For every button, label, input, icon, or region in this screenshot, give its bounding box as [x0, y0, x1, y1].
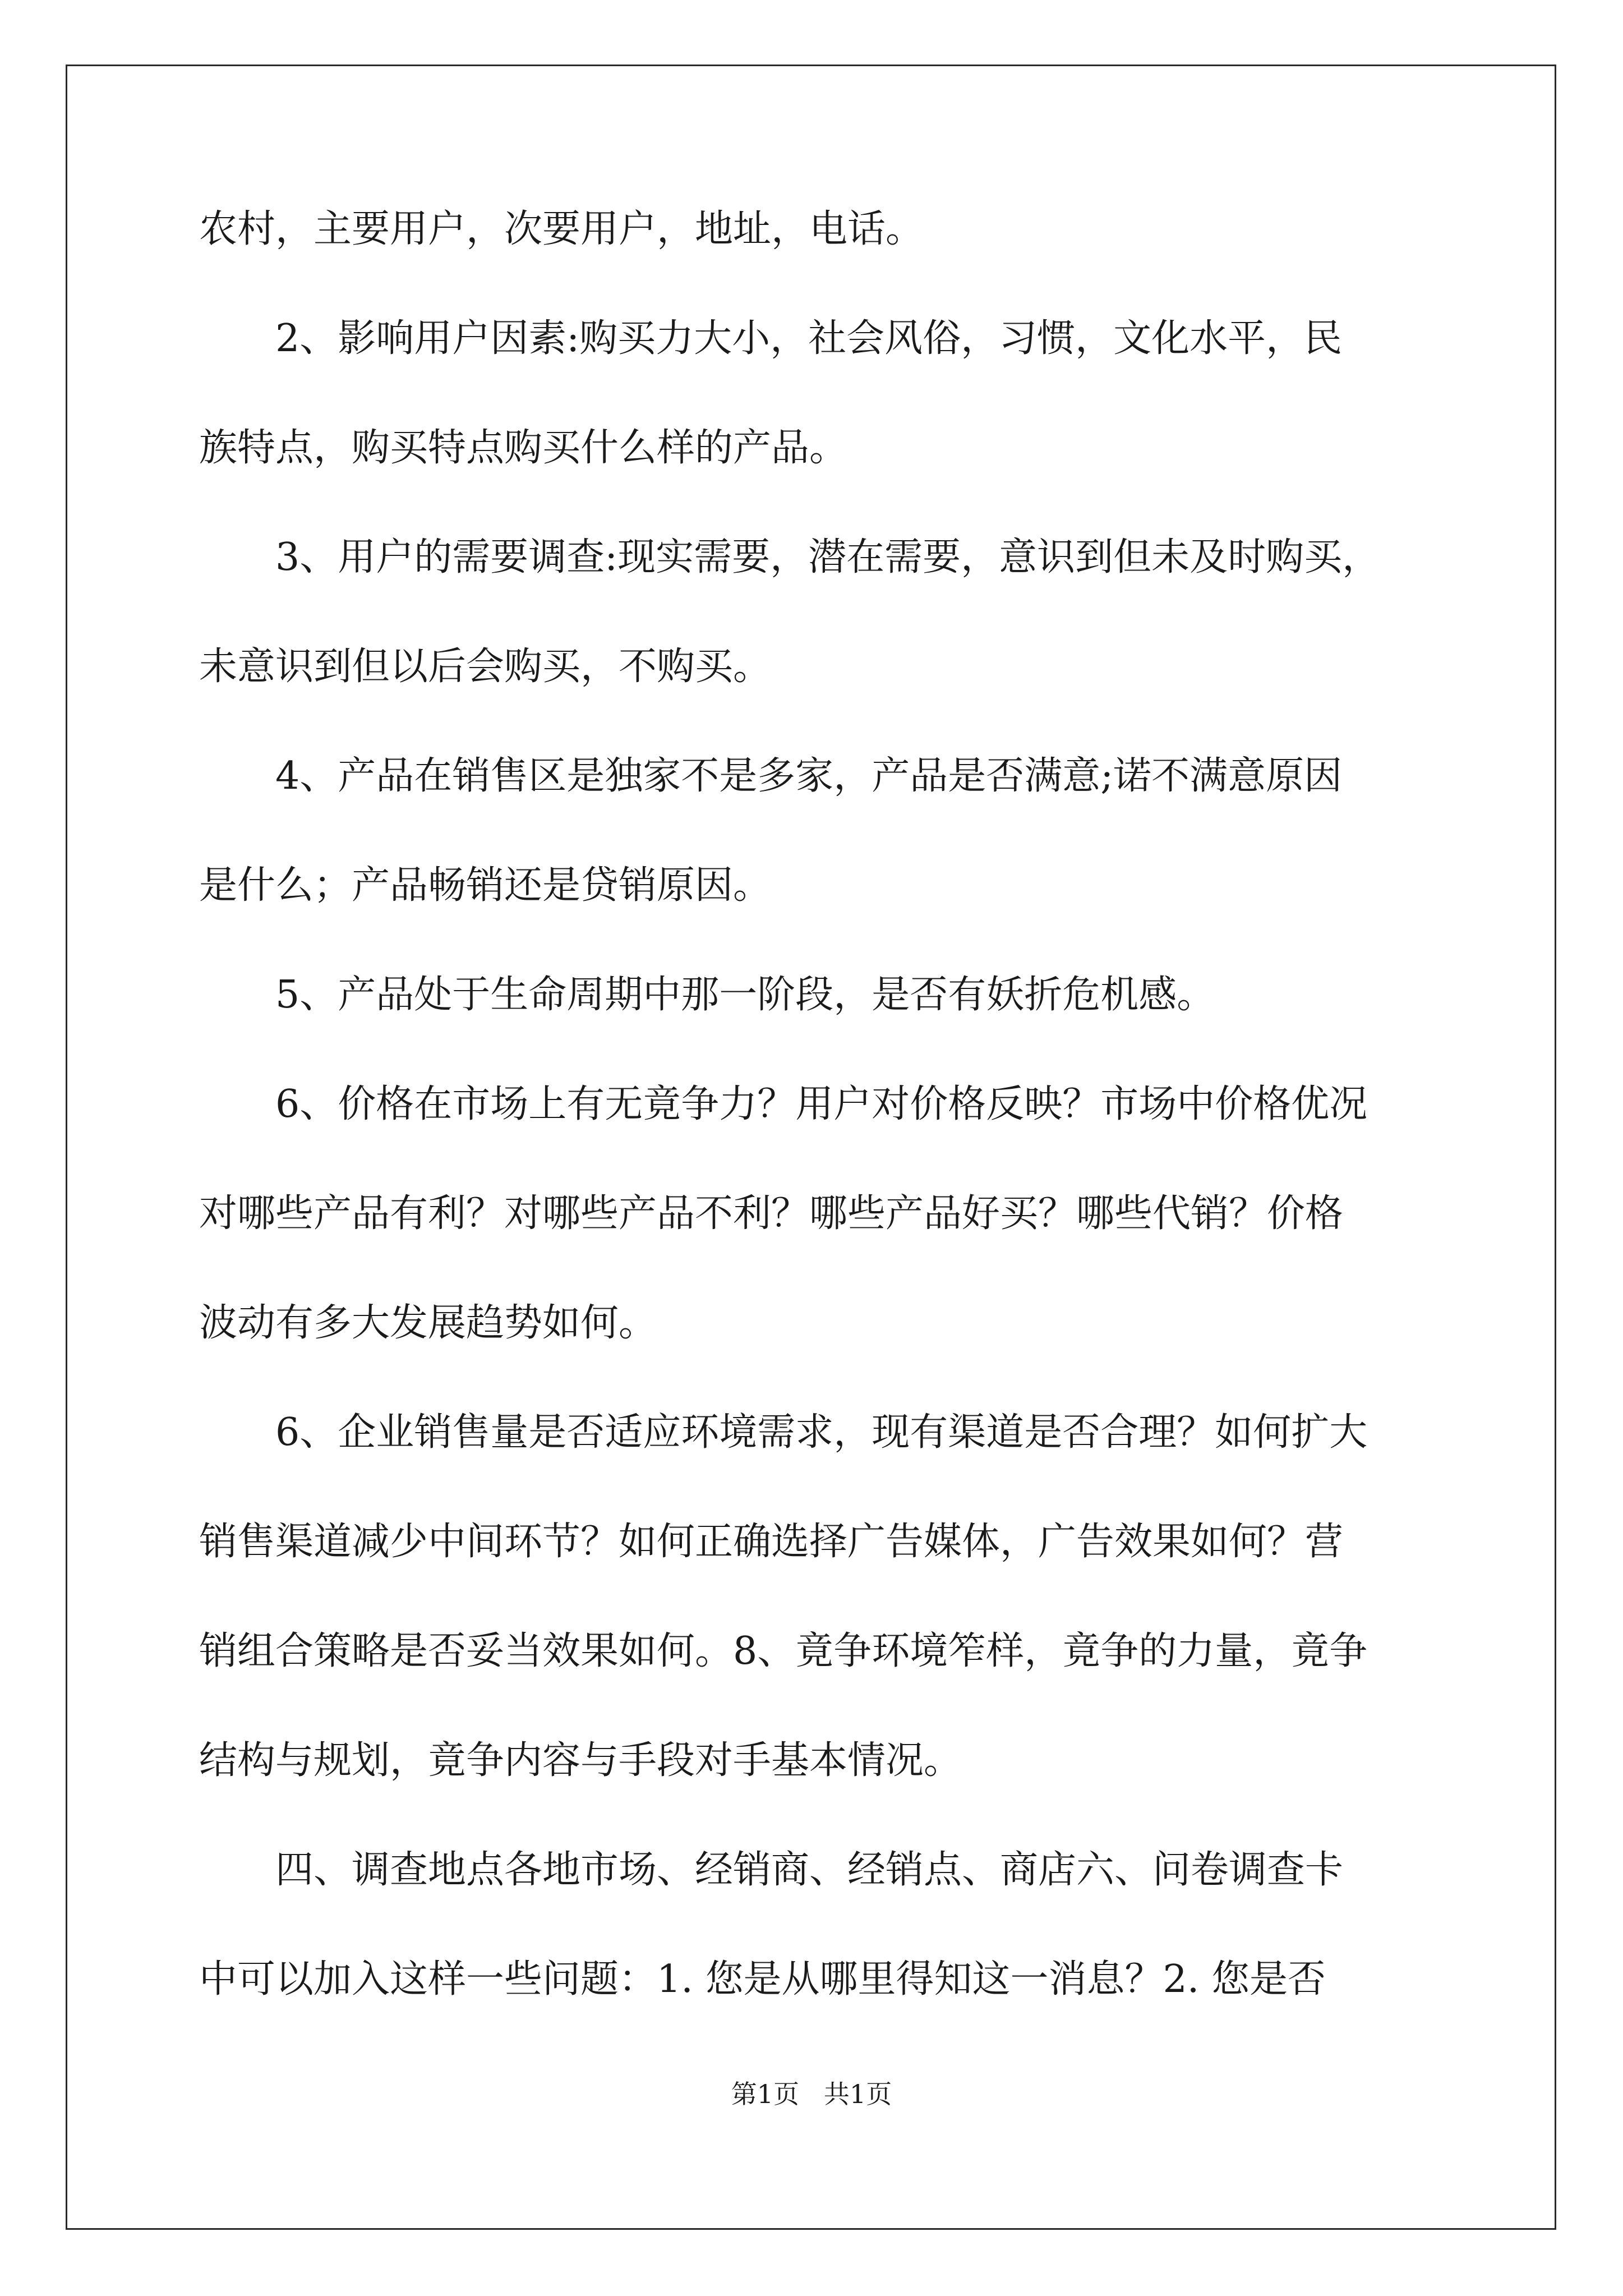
text-line: 销售渠道减少中间环节？如何正确选择广告媒体，广告效果如何？营: [199, 1520, 1344, 1564]
text-line: 四、调查地点各地市场、经销商、经销点、商店六、问卷调查卡: [275, 1848, 1344, 1892]
text-line: 未意识到但以后会购买，不购买。: [199, 645, 772, 689]
text-line: 5、产品处于生命周期中那一阶段，是否有妖折危机感。: [275, 973, 1215, 1017]
text-line: 6、价格在市场上有无竟争力？用户对价格反映？市场中价格优况: [275, 1082, 1368, 1126]
document-body: [199, 207, 1424, 2001]
text-line: 销组合策略是否妥当效果如何。8、竟争环境笮样，竟争的力量，竟争: [199, 1629, 1368, 1673]
text-line: 6、企业销售量是否适应环境需求，现有渠道是否合理？如何扩大: [275, 1410, 1368, 1455]
text-line: 对哪些产品有利？对哪些产品不利？哪些产品好买？哪些代销？价格: [199, 1191, 1344, 1236]
text-line: 族特点，购买特点购买什么样的产品。: [199, 426, 848, 470]
text-line: 3、用户的需要调查:现实需要，潜在需要，意识到但未及时购买，: [275, 535, 1381, 579]
page-number-footer: 第1页 共1页: [731, 2079, 892, 2109]
text-line: 是什么；产品畅销还是贷销原因。: [199, 863, 772, 908]
text-line: 4、产品在销售区是独家不是多家，产品是否满意;诺不满意原因: [275, 754, 1343, 798]
text-line: 农村，主要用户，次要用户，地址，电话。: [199, 207, 924, 251]
text-line: 中可以加入这样一些问题：1. 您是从哪里得知这一消息？2. 您是否: [199, 1957, 1326, 2001]
text-line: 波动有多大发展趋势如何。: [199, 1301, 657, 1345]
text-line: 结构与规划，竟争内容与手段对手基本情况。: [199, 1738, 962, 1783]
text-line: 2、影响用户因素:购买力大小，社会风俗，习惯，文化水平，民: [275, 316, 1343, 361]
